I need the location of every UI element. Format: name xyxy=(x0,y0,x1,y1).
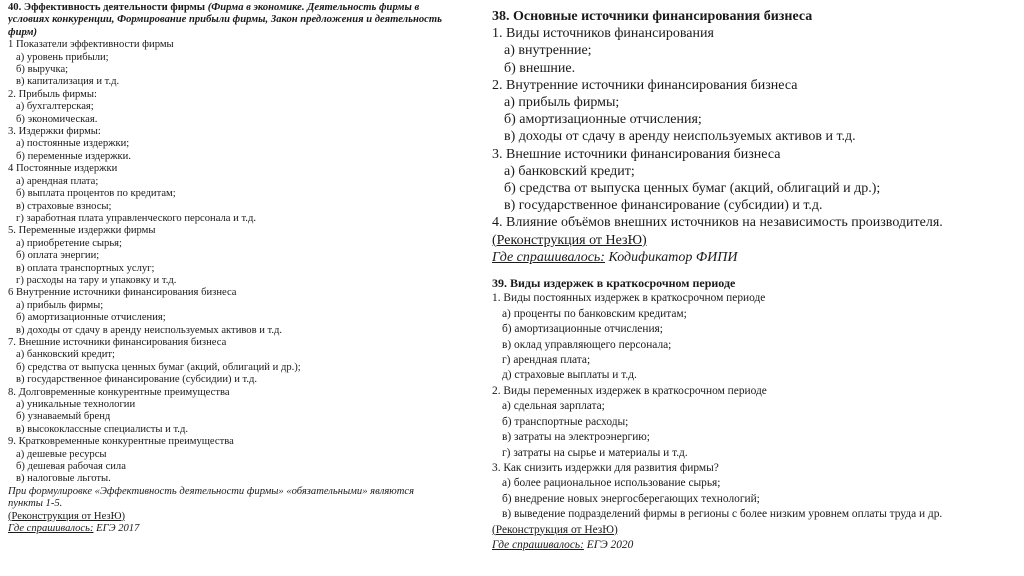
outline-subpoint: г) арендная плата; xyxy=(502,354,591,367)
outline-subpoint: б) средства от выпуска ценных бумаг (акций, облигаций и др.); xyxy=(16,361,301,373)
outline-point: 4 Постоянные издержки xyxy=(8,163,118,175)
outline-point: 6 Внутренние источники финансирования бизнеса xyxy=(8,287,237,299)
outline-subpoint: б) переменные издержки. xyxy=(16,150,131,162)
outline-subpoint: в) налоговые льготы. xyxy=(16,473,111,485)
outline-point: 2. Виды переменных издержек в краткосрочном периоде xyxy=(492,384,767,397)
outline-point: 1 Показатели эффективности фирмы xyxy=(8,39,174,51)
asked-where xyxy=(492,538,1020,553)
heading-topics-end: фирм) xyxy=(8,26,38,38)
outline-subpoint: в) доходы от сдачу в аренду неиспользуемых активов и т.д. xyxy=(16,324,283,336)
outline-point: 4. Влияние объёмов внешних источников на независимость производителя. xyxy=(492,215,943,231)
outline-subpoint: а) арендная плата; xyxy=(16,175,99,187)
asked-where xyxy=(8,523,480,535)
outline-subpoint: б) оплата энергии; xyxy=(16,250,100,262)
outline-subpoint: г) заработная плата управленческого персонала и т.д. xyxy=(16,212,256,224)
note-line: При формулировке «Эффективность деятельности фирмы» «обязательными» являются xyxy=(8,485,414,497)
outline-subpoint: а) приобретение сырья; xyxy=(16,237,122,249)
outline-subpoint: б) внешние. xyxy=(504,60,576,76)
outline-subpoint: б) транспортные расходы; xyxy=(502,415,629,428)
heading-topics-cont: условиях конкуренции, Формирование прибыли фирмы, Закон предложения и деятельность xyxy=(8,14,442,26)
outline-subpoint: а) постоянные издержки; xyxy=(16,138,130,150)
outline-subpoint: в) выведение подразделений фирмы в регионы с более низким уровнем оплаты труда и др. xyxy=(502,508,943,521)
outline-subpoint: б) амортизационные отчисления; xyxy=(502,323,663,336)
outline-subpoint: г) расходы на тару и упаковку и т.д. xyxy=(16,274,177,286)
outline-subpoint: в) доходы от сдачу в аренду неиспользуемых активов и т.д. xyxy=(504,129,856,145)
section-38-title: 38. Основные источники финансирования бизнеса xyxy=(492,9,813,24)
asked-label: Где спрашивалось: xyxy=(492,249,605,265)
outline-point: 2. Внутренние источники финансирования бизнеса xyxy=(492,77,798,93)
outline-subpoint: а) банковский кредит; xyxy=(504,163,635,179)
outline-subpoint: а) сдельная зарплата; xyxy=(502,400,605,413)
outline-point: 3. Внешние источники финансирования бизнеса xyxy=(492,146,781,162)
outline-point: 5. Переменные издержки фирмы xyxy=(8,225,156,237)
section-40-heading xyxy=(8,2,480,14)
section-39 xyxy=(492,276,1020,553)
asked-label: Где спрашивалось: xyxy=(8,523,94,535)
section-40-heading-line3 xyxy=(8,27,480,39)
outline-subpoint: б) выручка; xyxy=(16,64,69,76)
asked-value: ЕГЭ 2017 xyxy=(93,523,140,535)
heading-topics: (Фирма в экономике. Деятельность фирмы в xyxy=(205,2,420,13)
outline-point: 3. Издержки фирмы: xyxy=(8,126,101,138)
outline-subpoint: в) затраты на электроэнергию; xyxy=(502,431,650,444)
outline-subpoint: в) высококлассные специалисты и т.д. xyxy=(16,423,188,435)
outline-point: 2. Прибыль фирмы: xyxy=(8,88,97,100)
outline-subpoint: а) проценты по банковским кредитам; xyxy=(502,307,687,320)
outline-subpoint: а) уровень прибыли; xyxy=(16,51,109,63)
reconstruction-credit: (Реконструкция от НезЮ) xyxy=(492,232,647,248)
outline-subpoint: а) внутренние; xyxy=(504,43,592,59)
heading-number: 40. Эффективность деятельности фирмы xyxy=(8,2,206,13)
section-39-title: 39. Виды издержек в краткосрочном периоде xyxy=(492,276,736,291)
outline-subpoint: б) внедрение новых энергосберегающих технологий; xyxy=(502,492,760,505)
outline-subpoint: а) прибыль фирмы; xyxy=(16,299,104,311)
reconstruction-credit: (Реконструкция от НезЮ) xyxy=(492,523,618,536)
section-40-outline xyxy=(8,39,480,486)
outline-subpoint: а) более рациональное использование сырья; xyxy=(502,477,721,490)
outline-point: 8. Долговременные конкурентные преимущества xyxy=(8,386,230,398)
outline-subpoint: б) узнаваемый бренд xyxy=(16,411,111,423)
outline-subpoint: а) банковский кредит; xyxy=(16,349,115,361)
note-line-2: пункты 1-5. xyxy=(8,498,63,510)
outline-point: 9. Кратковременные конкурентные преимущества xyxy=(8,436,234,448)
section-39-outline xyxy=(492,291,1020,522)
outline-subpoint: в) оклад управляющего персонала; xyxy=(502,338,672,351)
outline-subpoint: а) прибыль фирмы; xyxy=(504,95,620,111)
outline-subpoint: б) дешевая рабочая сила xyxy=(16,461,126,473)
section-38-outline xyxy=(492,25,1020,231)
outline-subpoint: а) дешевые ресурсы xyxy=(16,448,107,460)
outline-subpoint: б) выплата процентов по кредитам; xyxy=(16,188,176,200)
outline-subpoint: а) бухгалтерская; xyxy=(16,101,94,113)
right-document-page xyxy=(492,8,1020,553)
outline-subpoint: д) страховые выплаты и т.д. xyxy=(502,369,637,382)
outline-subpoint: б) экономическая. xyxy=(16,113,98,125)
asked-label: Где спрашивалось: xyxy=(492,538,584,551)
asked-value: Кодификатор ФИПИ xyxy=(604,249,738,265)
outline-subpoint: б) амортизационные отчисления; xyxy=(504,112,702,128)
outline-subpoint: а) уникальные технологии xyxy=(16,399,136,410)
outline-point: 1. Виды постоянных издержек в краткосрочном периоде xyxy=(492,292,766,305)
outline-point: 7. Внешние источники финансирования бизнеса xyxy=(8,336,227,348)
outline-point: 3. Как снизить издержки для развития фирмы? xyxy=(492,461,719,474)
asked-value: ЕГЭ 2020 xyxy=(583,538,634,551)
outline-subpoint: г) затраты на сырье и материалы и т.д. xyxy=(502,446,688,459)
section-38 xyxy=(492,8,1020,266)
outline-subpoint: в) капитализация и т.д. xyxy=(16,76,120,88)
outline-subpoint: в) страховые взносы; xyxy=(16,200,112,212)
reconstruction-credit: (Реконструкция от НезЮ) xyxy=(8,510,125,522)
section-40-heading-line2 xyxy=(8,14,480,26)
outline-subpoint: б) амортизационные отчисления; xyxy=(16,312,166,324)
outline-subpoint: в) государственное финансирование (субсидии) и т.д. xyxy=(504,198,823,214)
outline-point: 1. Виды источников финансирования xyxy=(492,26,714,42)
outline-subpoint: б) средства от выпуска ценных бумаг (акций, облигаций и др.); xyxy=(504,181,881,197)
outline-subpoint: в) оплата транспортных услуг; xyxy=(16,262,155,274)
outline-subpoint: в) государственное финансирование (субсидии) и т.д. xyxy=(16,374,258,386)
left-document-page xyxy=(8,2,480,535)
asked-where xyxy=(492,249,1020,266)
